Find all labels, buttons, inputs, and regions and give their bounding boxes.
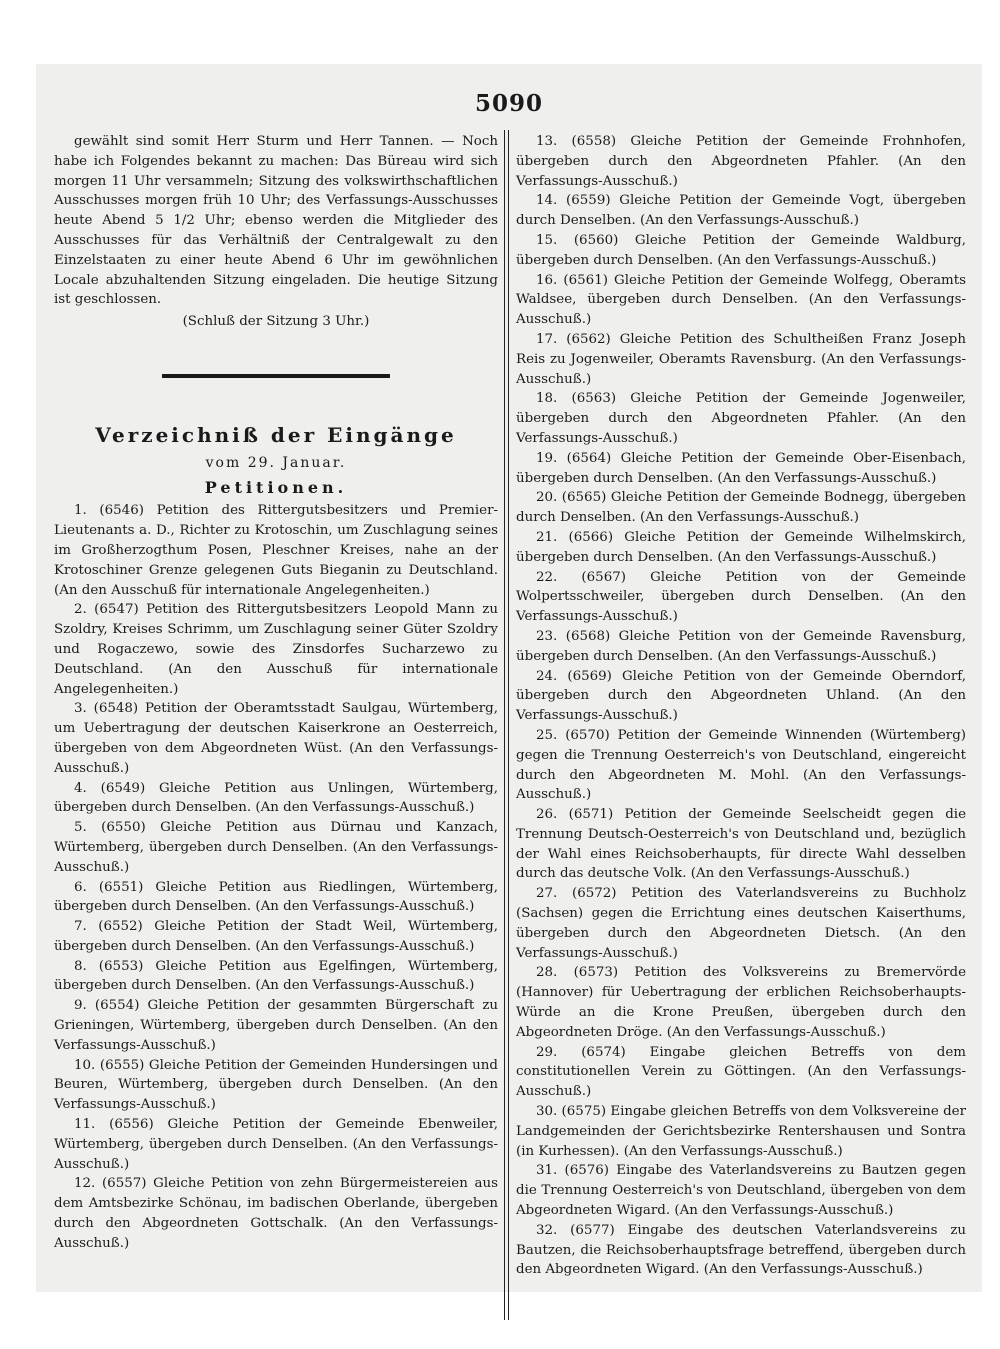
petition-entry: 1. (6546) Petition des Rittergutsbesitzers und Premier-Lieutenants a. D., Richter zu Krotoschin, um Zuschlagung seines im Großherzogthum Posen, Pleschner Kreises, nahe an der Krotoschiner Grenze gelegenen Guts Bieganin zu Deutschland. (An den Ausschuß für internationale Angelegenheiten.)	[54, 503, 498, 598]
petition-entry: 11. (6556) Gleiche Petition der Gemeinde Ebenweiler, Würtemberg, übergeben durch Denselben. (An den Verfassungs-Ausschuß.)	[54, 1117, 498, 1172]
petitions-heading: Petitionen.	[204, 477, 348, 497]
document-page	[36, 64, 982, 1292]
petition-entry: 32. (6577) Eingabe des deutschen Vaterlandsvereins zu Bautzen, die Reichsoberhauptsfrage betreffend, übergeben durch den Abgeordneten Wigard. (An den Verfassungs-Ausschuß.)	[516, 1222, 966, 1278]
petition-entry: 30. (6575) Eingabe gleichen Betreffs von dem Volksvereine der Landgemeinden der Gerichtsbezirke Rentershausen und Sontra (in Kurhessen). (An den Verfassungs-Ausschuß.)	[516, 1104, 966, 1159]
petition-entry: 21. (6566) Gleiche Petition der Gemeinde Wilhelmskirch, übergeben durch Denselben. (An den Verfassungs-Ausschuß.)	[516, 529, 966, 565]
right-column	[516, 132, 966, 1280]
petition-entry: 14. (6559) Gleiche Petition der Gemeinde Vogt, übergeben durch Denselben. (An den Verfassungs-Ausschuß.)	[516, 193, 966, 229]
petition-entry: 4. (6549) Gleiche Petition aus Unlingen, Würtemberg, übergeben durch Denselben. (An den Verfassungs-Ausschuß.)	[54, 780, 498, 816]
petition-entry: 12. (6557) Gleiche Petition von zehn Bürgermeistereien aus dem Amtsbezirke Schönau, im badischen Oberlande, übergeben durch den Abgeordneten Gottschalk. (An den Verfassungs-Ausschuß.)	[54, 1176, 498, 1251]
petition-entry: 31. (6576) Eingabe des Vaterlandsvereins zu Bautzen gegen die Trennung Oesterreich's von Deutschland, übergeben von dem Abgeordneten Wigard. (An den Verfassungs-Ausschuß.)	[516, 1163, 966, 1219]
petition-entry: 10. (6555) Gleiche Petition der Gemeinden Hundersingen und Beuren, Würtemberg, übergeben durch Denselben. (An den Verfassungs-Ausschuß.)	[54, 1057, 498, 1113]
left-column	[54, 132, 498, 1254]
column-divider	[504, 130, 509, 1320]
petition-entry: 5. (6550) Gleiche Petition aus Dürnau und Kanzach, Würtemberg, übergeben durch Denselben. (An den Verfassungs-Ausschuß.)	[54, 820, 498, 875]
section-divider-rule	[162, 374, 390, 378]
page-number: 5090	[474, 90, 543, 117]
petition-entry: 9. (6554) Gleiche Petition der gesammten Bürgerschaft zu Grieningen, Würtemberg, übergeben durch Denselben. (An den Verfassungs-Ausschuß.)	[54, 998, 498, 1053]
petition-entry: 27. (6572) Petition des Vaterlandsvereins zu Buchholz (Sachsen) gegen die Errichtung eines deutschen Kaiserthums, übergeben durch den Abgeordneten Dietsch. (An den Verfassungs-Ausschuß.)	[516, 886, 966, 961]
petition-entry: 6. (6551) Gleiche Petition aus Riedlingen, Würtemberg, übergeben durch Denselben. (An den Verfassungs-Ausschuß.)	[54, 879, 498, 915]
petition-entry: 18. (6563) Gleiche Petition der Gemeinde Jogenweiler, übergeben durch den Abgeordneten Pfahler. (An den Verfassungs-Ausschuß.)	[516, 391, 966, 446]
petition-entry: 19. (6564) Gleiche Petition der Gemeinde Ober-Eisenbach, übergeben durch Denselben. (An den Verfassungs-Ausschuß.)	[516, 450, 966, 486]
petition-entry: 2. (6547) Petition des Rittergutsbesitzers Leopold Mann zu Szoldry, Kreises Schrimm, um Zuschlagung seiner Güter Szoldry und Rogaczewo, sowie des Zinsdorfes Sucharzewo zu Deutschland. (An den Ausschuß für internationale Angelegenheiten.)	[54, 602, 498, 697]
petition-entry: 8. (6553) Gleiche Petition aus Egelfingen, Würtemberg, übergeben durch Denselben. (An den Verfassungs-Ausschuß.)	[54, 958, 498, 994]
petition-entry: 3. (6548) Petition der Oberamtsstadt Saulgau, Würtemberg, um Uebertragung der deutschen Kaiserkrone an Oesterreich, übergeben von dem Abgeordneten Wüst. (An den Verfassungs-Ausschuß.)	[54, 701, 498, 776]
session-closing-text: gewählt sind somit Herr Sturm und Herr Tannen. — Noch habe ich Folgendes bekannt zu machen: Das Büreau wird sich morgen 11 Uhr versammeln; Sitzung des volkswirthschaftlichen Ausschusses morgen früh 10 Uhr; des Verfassungs-Ausschusses heute Abend 5 1/2 Uhr; ebenso werden die Mitglieder des Ausschusses für das Verhältniß der Centralgewalt zu den Einzelstaaten zu einer heute Abend 6 Uhr im gewöhnlichen Locale abzuhaltenden Sitzung eingeladen. Die heutige Sitzung ist geschlossen.	[54, 134, 498, 308]
register-heading: Verzeichniß der Eingänge	[95, 422, 457, 447]
petition-entry: 20. (6565) Gleiche Petition der Gemeinde Bodnegg, übergeben durch Denselben. (An den Verfassungs-Ausschuß.)	[516, 490, 966, 526]
session-end-note: (Schluß der Sitzung 3 Uhr.)	[182, 314, 370, 330]
petition-entry: 29. (6574) Eingabe gleichen Betreffs von dem constitutionellen Verein zu Göttingen. (An den Verfassungs-Ausschuß.)	[516, 1044, 966, 1100]
petition-entry: 22. (6567) Gleiche Petition von der Gemeinde Wolpertsschweiler, übergeben durch Denselben. (An den Verfassungs-Ausschuß.)	[516, 569, 966, 625]
petition-entry: 7. (6552) Gleiche Petition der Stadt Weil, Würtemberg, übergeben durch Denselben. (An den Verfassungs-Ausschuß.)	[54, 919, 498, 954]
petition-entry: 26. (6571) Petition der Gemeinde Seelscheidt gegen die Trennung Deutsch-Oesterreich's von Deutschland und, bezüglich der Wahl eines Reichsoberhaupts, für directe Wahl desselben durch das deutsche Volk. (An den Verfassungs-Ausschuß.)	[516, 807, 966, 882]
petition-entry: 24. (6569) Gleiche Petition von der Gemeinde Oberndorf, übergeben durch den Abgeordneten Uhland. (An den Verfassungs-Ausschuß.)	[516, 668, 966, 724]
petition-entry: 17. (6562) Gleiche Petition des Schultheißen Franz Joseph Reis zu Jogenweiler, Oberamts Ravensburg. (An den Verfassungs-Ausschuß.)	[516, 331, 966, 387]
petition-entry: 28. (6573) Petition des Volksvereins zu Bremervörde (Hannover) für Uebertragung der erblichen Reichsoberhaupts-Würde an die Krone Preußen, übergeben durch den Abgeordneten Dröge. (An den Verfassungs-Ausschuß.)	[516, 965, 966, 1040]
petition-entry: 23. (6568) Gleiche Petition von der Gemeinde Ravensburg, übergeben durch Denselben. (An den Verfassungs-Ausschuß.)	[516, 628, 966, 664]
petition-entry: 13. (6558) Gleiche Petition der Gemeinde Frohnhofen, übergeben durch den Abgeordneten Pfahler. (An den Verfassungs-Ausschuß.)	[516, 134, 966, 189]
petition-entry: 16. (6561) Gleiche Petition der Gemeinde Wolfegg, Oberamts Waldsee, übergeben durch Denselben. (An den Verfassungs-Ausschuß.)	[516, 272, 966, 328]
petition-entry: 25. (6570) Petition der Gemeinde Winnenden (Würtemberg) gegen die Trennung Oesterreich's von Deutschland, eingereicht durch den Abgeordneten M. Mohl. (An den Verfassungs-Ausschuß.)	[516, 727, 966, 803]
register-date: vom 29. Januar.	[205, 454, 347, 471]
petition-entry: 15. (6560) Gleiche Petition der Gemeinde Waldburg, übergeben durch Denselben. (An den Verfassungs-Ausschuß.)	[516, 232, 966, 268]
